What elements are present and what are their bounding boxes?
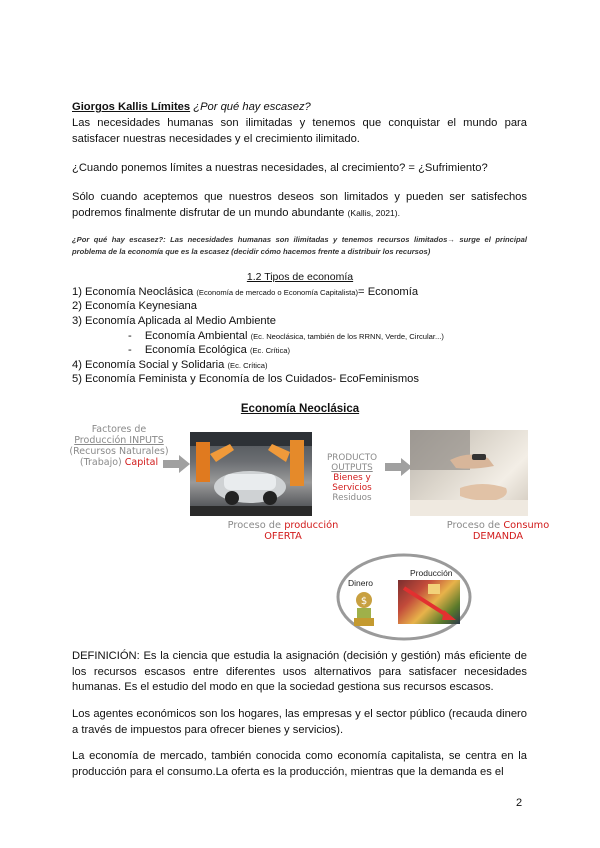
- car-key-illustration: [410, 430, 528, 516]
- paragraph-3: [72, 190, 527, 221]
- consumer-photo: [410, 430, 528, 516]
- market-paragraph: La economía de mercado, también conocida como economía capitalista, se centra en la producción para el consumo.La oferta es la producción, mientras que la demanda es el: [72, 750, 527, 778]
- inputs-line-1: Factores de: [91, 424, 147, 435]
- type-2: 2) Economía Keynesiana: [72, 300, 198, 312]
- production-process-label: [220, 520, 346, 542]
- paragraph-1: Las necesidades humanas son ilimitadas y tenemos que conquistar el mundo para satisfacer nuestras necesidades y el crecimiento ilimitado.: [72, 117, 527, 145]
- header-line: [72, 100, 527, 116]
- header-question: ¿Por qué hay escasez?: [193, 101, 311, 113]
- type-1: [72, 285, 418, 300]
- type-3b-label: Economía Ecológica: [144, 344, 247, 356]
- consumption-process-text: Proceso de: [446, 520, 501, 531]
- inputs-label: [68, 424, 170, 468]
- consumption-process-word: Consumo: [503, 520, 550, 531]
- type-3a-label: Economía Ambiental: [144, 330, 248, 342]
- outputs-line-1: PRODUCTO: [327, 453, 377, 463]
- type-3: 3) Economía Aplicada al Medio Ambiente: [72, 315, 276, 327]
- type-4-label: 4) Economía Social y Solidaria: [72, 359, 225, 371]
- type-3b: [128, 343, 290, 358]
- bullet-dash: -: [128, 330, 132, 342]
- author-title: Giorgos Kallis Límites: [72, 101, 191, 113]
- type-4-note: (Ec. Crítica): [227, 361, 268, 370]
- type-1-label: 1) Economía Neoclásica: [72, 286, 194, 298]
- section-title: 1.2 Tipos de economía: [246, 271, 354, 283]
- factory-photo: [190, 432, 312, 516]
- scarcity-note: ¿Por qué hay escasez?: Las necesidades humanas son ilimitadas y tenemos recursos limitados→ surge el principal problema de la economía que es la escasez (decidir cómo hacemos frente a distribuir los recursos): [72, 235, 527, 256]
- type-3a-note: (Ec. Neoclásica, también de los RRNN, Verde, Circular...): [250, 332, 444, 341]
- svg-text:$: $: [360, 596, 368, 607]
- supply-label: OFERTA: [264, 531, 302, 542]
- inputs-line-3: (Recursos Naturales): [69, 446, 169, 457]
- outputs-services: Servicios: [332, 483, 372, 493]
- production-process-word: producción: [284, 520, 339, 531]
- outputs-label: [316, 453, 388, 503]
- inputs-line-2: Producción INPUTS: [74, 435, 164, 446]
- outputs-waste: Residuos: [332, 493, 372, 503]
- inputs-capital: Capital: [124, 457, 159, 468]
- type-4: [72, 358, 268, 373]
- type-3b-note: (Ec. Crítica): [249, 346, 291, 355]
- page-number: 2: [516, 797, 523, 809]
- money-figure-icon: [346, 590, 382, 628]
- production-photo: [398, 580, 460, 624]
- production-collage-icon: [398, 580, 460, 624]
- arrow-right-icon: [385, 458, 413, 476]
- type-1-note: (Economía de mercado o Economía Capitalista): [196, 288, 359, 297]
- arrow-right-icon: [163, 455, 191, 473]
- outputs-line-2: OUTPUTS: [331, 463, 373, 473]
- type-1-end: = Economía: [358, 286, 419, 298]
- agents-paragraph: Los agentes económicos son los hogares, las empresas y el sector público (recauda dinero a través de impuestos para ofrecer bienes y servicios).: [72, 708, 527, 736]
- production-label: Producción: [410, 568, 453, 578]
- type-5: 5) Economía Feminista y Economía de los Cuidados- EcoFeminismos: [72, 373, 419, 385]
- paragraph-3-text: Sólo cuando aceptemos que nuestros deseos son limitados y pueden ser satisfechos podremos finalmente disfrutar de un mundo abundante: [72, 191, 527, 219]
- outputs-goods: Bienes y: [333, 473, 371, 483]
- bullet-dash: -: [128, 344, 132, 356]
- type-3a: [128, 329, 444, 344]
- paragraph-3-citation: (Kallis, 2021).: [347, 207, 401, 218]
- production-process-text: Proceso de: [227, 520, 282, 531]
- inputs-line-4: (Trabajo): [79, 457, 122, 468]
- factory-illustration: [190, 432, 312, 516]
- paragraph-2: ¿Cuando ponemos límites a nuestras necesidades, al crecimiento? = ¿Sufrimiento?: [72, 162, 488, 174]
- diagram-title: Economía Neoclásica: [240, 403, 360, 415]
- money-label: Dinero: [348, 578, 374, 588]
- definition-paragraph: DEFINICIÓN: Es la ciencia que estudia la asignación (decisión y gestión) más eficiente de los recursos escasos entre diferentes usos alternativos para satisfacer necesidades humanas. Es el estudio del modo en que la sociedad gestiona sus recursos escasos.: [72, 650, 527, 693]
- consumption-process-label: [440, 520, 556, 542]
- demand-label: DEMANDA: [472, 531, 524, 542]
